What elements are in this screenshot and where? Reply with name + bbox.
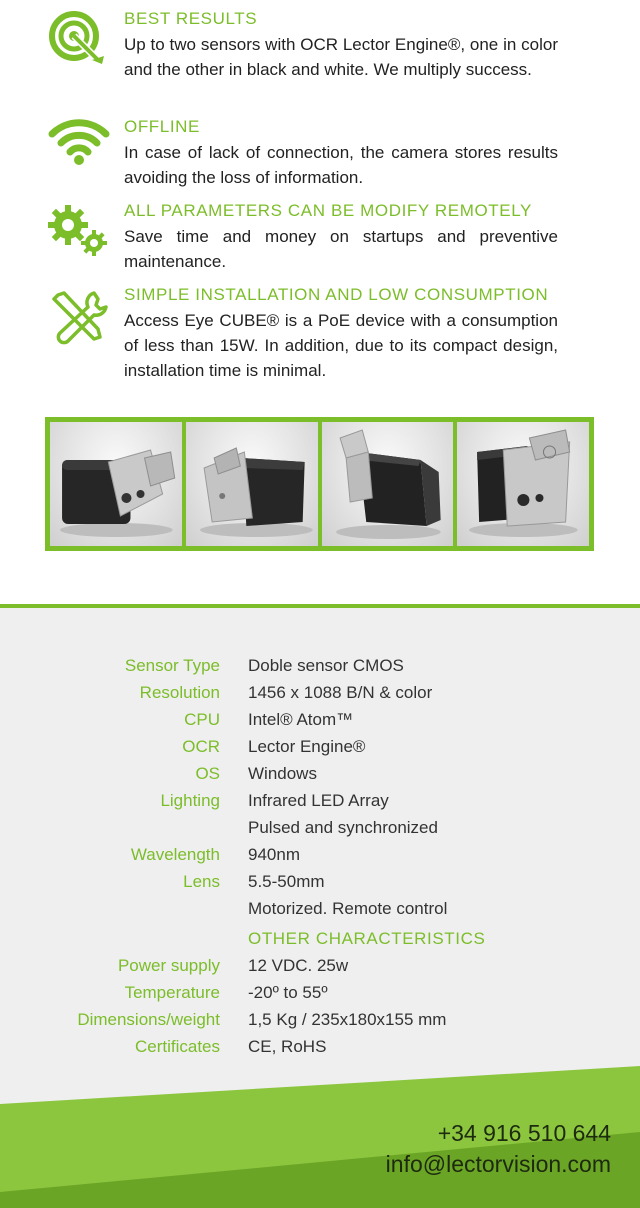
spec-label: Lens bbox=[183, 872, 220, 891]
spec-value: 12 VDC. 25w bbox=[248, 956, 349, 975]
feature-description: In case of lack of connection, the camera stores results avoiding the loss of information. bbox=[124, 143, 558, 187]
spec-row bbox=[0, 952, 640, 979]
spec-row bbox=[0, 706, 640, 733]
spec-label: CPU bbox=[184, 710, 220, 729]
tools-icon bbox=[48, 289, 110, 351]
feature-title: SIMPLE INSTALLATION AND LOW CONSUMPTION bbox=[124, 285, 549, 304]
spec-row bbox=[0, 814, 640, 841]
other-characteristics-row bbox=[0, 925, 640, 952]
feature-title: ALL PARAMETERS CAN BE MODIFY REMOTELY bbox=[124, 201, 532, 220]
spec-value: Doble sensor CMOS bbox=[248, 656, 404, 675]
spec-value: Intel® Atom™ bbox=[248, 710, 354, 729]
gears-icon bbox=[48, 203, 110, 265]
camera-photo bbox=[322, 422, 454, 546]
spec-row bbox=[0, 787, 640, 814]
contact-phone[interactable]: +34 916 510 644 bbox=[437, 1120, 611, 1146]
product-photo-gallery bbox=[45, 417, 594, 551]
other-characteristics-heading: OTHER CHARACTERISTICS bbox=[248, 929, 486, 948]
feature-title: OFFLINE bbox=[124, 117, 200, 136]
spec-row bbox=[0, 679, 640, 706]
camera-photo bbox=[50, 422, 182, 546]
target-icon bbox=[48, 6, 110, 68]
spec-label: Lighting bbox=[160, 791, 220, 810]
spec-label: Wavelength bbox=[130, 845, 220, 864]
spec-row bbox=[0, 760, 640, 787]
spec-value: 940nm bbox=[248, 845, 300, 864]
spec-value: Pulsed and synchronized bbox=[248, 818, 438, 837]
spec-label: Resolution bbox=[139, 683, 220, 702]
spec-label: Sensor Type bbox=[124, 656, 220, 675]
spec-row bbox=[0, 1006, 640, 1033]
spec-row bbox=[0, 868, 640, 895]
spec-label: Temperature bbox=[124, 983, 220, 1002]
spec-value: CE, RoHS bbox=[248, 1037, 327, 1056]
spec-label: OS bbox=[195, 764, 220, 783]
spec-value: Windows bbox=[248, 764, 317, 783]
spec-value: Infrared LED Array bbox=[248, 791, 389, 810]
spec-value: 5.5-50mm bbox=[248, 872, 325, 891]
spec-value: 1456 x 1088 B/N & color bbox=[248, 683, 433, 702]
camera-photo bbox=[186, 422, 318, 546]
feature-title: BEST RESULTS bbox=[124, 9, 258, 28]
spec-row bbox=[0, 1033, 640, 1060]
spec-label: Dimensions/weight bbox=[77, 1010, 220, 1029]
spec-value: Motorized. Remote control bbox=[248, 899, 448, 918]
spec-value: Lector Engine® bbox=[248, 737, 366, 756]
spec-row bbox=[0, 733, 640, 760]
feature-description: Up to two sensors with OCR Lector Engine®, one in color and the other in black and white. We multiply success. bbox=[124, 35, 558, 79]
spec-label: OCR bbox=[182, 737, 220, 756]
camera-photo bbox=[457, 422, 589, 546]
spec-row bbox=[0, 979, 640, 1006]
spec-value: -20º to 55º bbox=[248, 983, 328, 1002]
wifi-icon bbox=[48, 114, 110, 176]
spec-label: Power supply bbox=[117, 956, 220, 975]
spec-value: 1,5 Kg / 235x180x155 mm bbox=[248, 1010, 447, 1029]
feature-description: Access Eye CUBE® is a PoE device with a consumption of less than 15W. In addition, due to its compact design, installation time is minimal. bbox=[124, 311, 558, 380]
contact-email[interactable]: info@lectorvision.com bbox=[385, 1151, 611, 1177]
spec-row bbox=[0, 652, 640, 679]
spec-row bbox=[0, 841, 640, 868]
spec-row bbox=[0, 895, 640, 922]
feature-description: Save time and money on startups and preventive maintenance. bbox=[124, 227, 558, 271]
spec-label: Certificates bbox=[134, 1037, 220, 1056]
